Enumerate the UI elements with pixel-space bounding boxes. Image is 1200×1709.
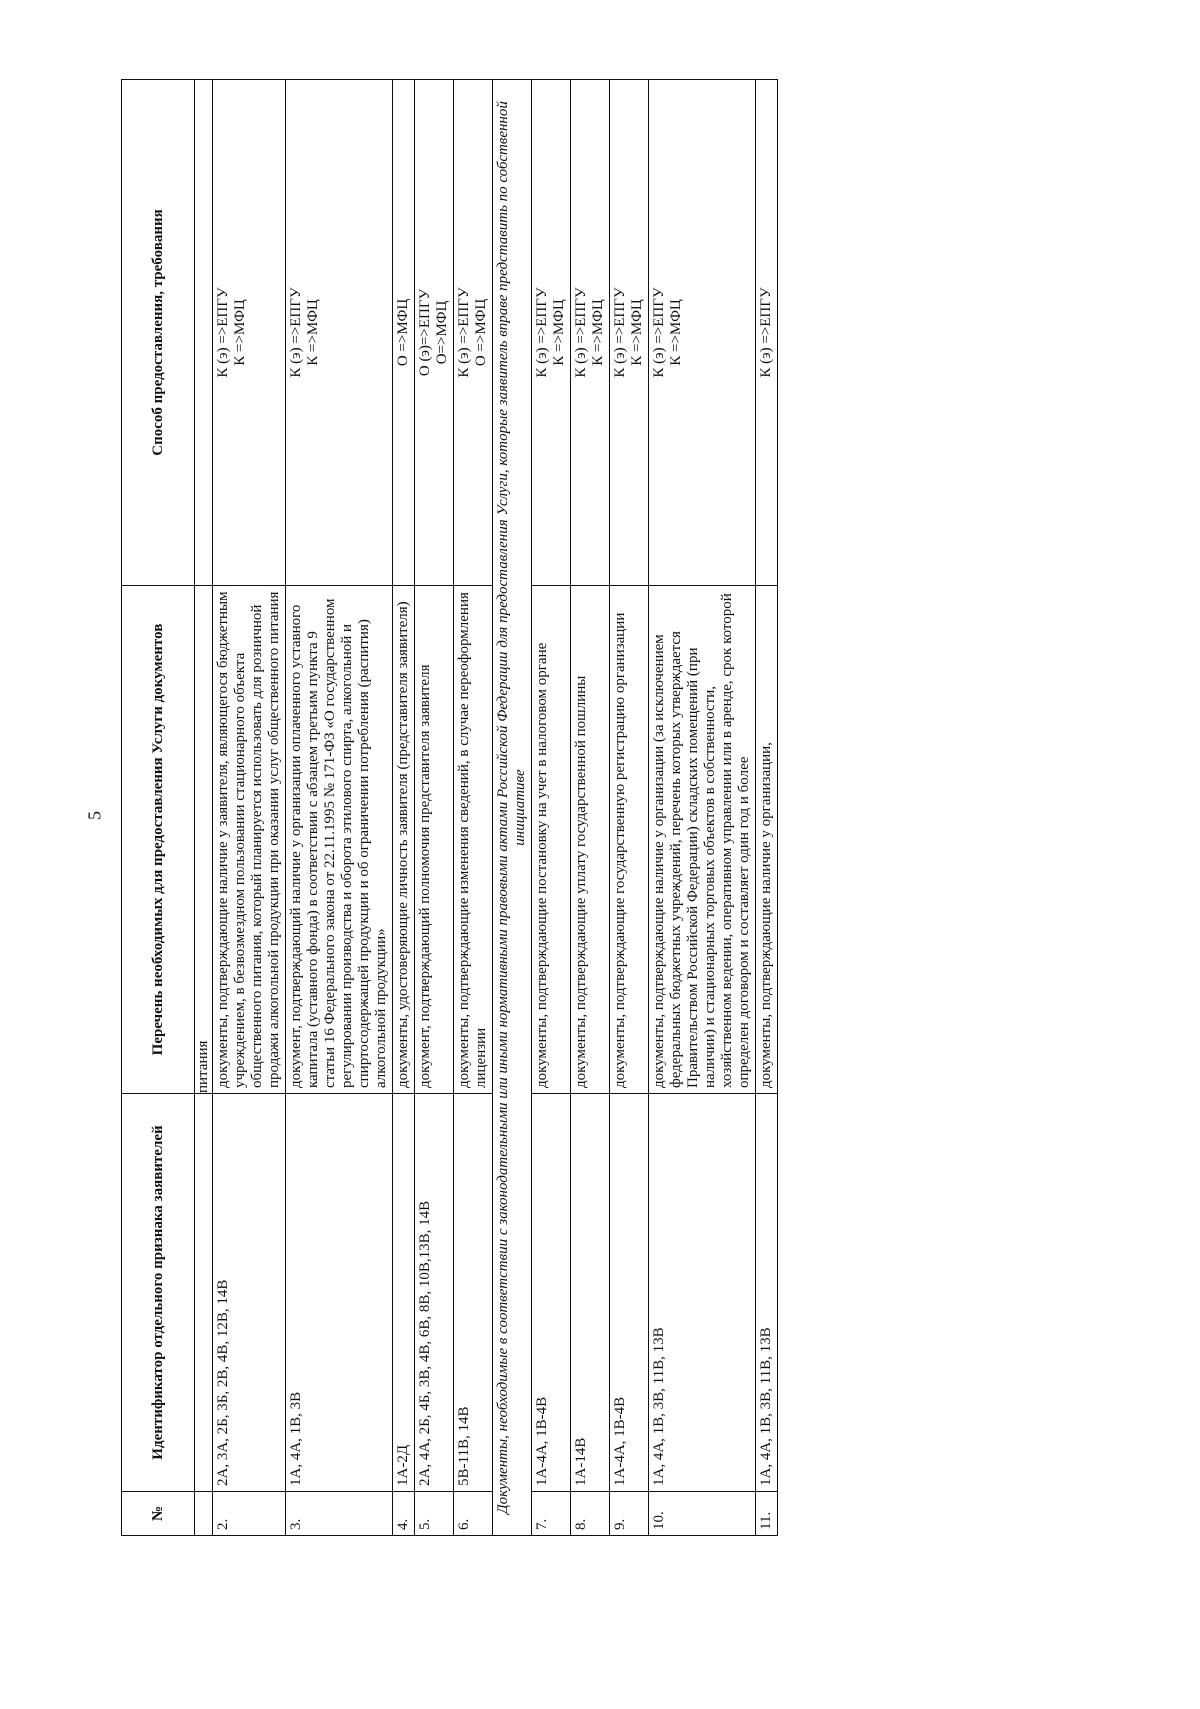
row-documents: документы, подтверждающие государственную регистрацию организации bbox=[610, 586, 649, 1094]
row-documents: документы, подтверждающие уплату государственной пошлины bbox=[571, 586, 610, 1094]
row-documents: документы, подтверждающие постановку на учет в налоговом органе bbox=[532, 586, 571, 1094]
section-heading: Документы, необходимые в соответствии с законодательными или иными нормативными правовыми актами Российской Федерации для предоставления Услуги, которые заявитель вправе представить по собственной инициативе bbox=[493, 80, 532, 1536]
row-documents: документ, подтверждающий полномочия представителя заявителя bbox=[415, 586, 454, 1094]
table-row bbox=[756, 80, 778, 1536]
row-identifier: 1А, 4А, 1В, 3В bbox=[286, 1094, 393, 1492]
row-method bbox=[610, 80, 649, 586]
row-method bbox=[649, 80, 756, 586]
method-line: К =>МФЦ bbox=[305, 299, 321, 366]
row-identifier: 2А, 3А, 2Б, 3Б, 2В, 4В, 12В, 14В bbox=[213, 1094, 286, 1492]
page-number: 5 bbox=[84, 811, 105, 820]
row-num: 7. bbox=[532, 1492, 571, 1536]
rotated-table-wrapper bbox=[121, 80, 1066, 1536]
table-row bbox=[610, 80, 649, 1536]
table-row bbox=[454, 80, 493, 1536]
row-num: 6. bbox=[454, 1492, 493, 1536]
method-line: К =>МФЦ bbox=[232, 299, 248, 366]
method-line: К (э) =>ЕПГУ bbox=[573, 287, 589, 378]
row-identifier: 1А-4А, 1В-4В bbox=[532, 1094, 571, 1492]
row-method bbox=[213, 80, 286, 586]
method-line: К =>МФЦ bbox=[629, 299, 645, 366]
table-row bbox=[415, 80, 454, 1536]
row-method bbox=[286, 80, 393, 586]
row-identifier: 1А, 4А, 1В, 3В, 11В, 13В bbox=[649, 1094, 756, 1492]
header-num: № bbox=[122, 1492, 195, 1536]
documents-table bbox=[121, 79, 778, 1536]
method-line: К (э) =>ЕПГУ bbox=[288, 287, 304, 378]
row-num: 4. bbox=[393, 1492, 415, 1536]
row-method bbox=[415, 80, 454, 586]
row-num: 2. bbox=[213, 1492, 286, 1536]
continued-docs-cell: питания bbox=[195, 586, 213, 1094]
row-method bbox=[571, 80, 610, 586]
method-line: К =>МФЦ bbox=[668, 299, 684, 366]
method-line: К (э) =>ЕПГУ bbox=[758, 287, 774, 378]
header-documents: Перечень необходимых для предоставления Услуги документов bbox=[122, 586, 195, 1094]
row-method bbox=[532, 80, 571, 586]
row-num: 5. bbox=[415, 1492, 454, 1536]
method-line: О =>МФЦ bbox=[395, 298, 411, 367]
row-identifier: 5В-11В, 14В bbox=[454, 1094, 493, 1492]
method-line: О =>МФЦ bbox=[473, 298, 489, 367]
row-identifier: 1А-14В bbox=[571, 1094, 610, 1492]
row-documents: документы, удостоверяющие личность заявителя (представителя заявителя) bbox=[393, 586, 415, 1094]
method-line: О (э)=>ЕПГУ bbox=[417, 288, 433, 377]
continued-row bbox=[195, 80, 213, 1536]
table-header-row bbox=[122, 80, 195, 1536]
table-row bbox=[393, 80, 415, 1536]
row-identifier: 2А, 4А, 2Б, 4Б, 3В, 4В, 6В, 8В, 10В,13В, 14В bbox=[415, 1094, 454, 1492]
method-line: К (э) =>ЕПГУ bbox=[456, 287, 472, 378]
row-method bbox=[756, 80, 778, 586]
method-line: К (э) =>ЕПГУ bbox=[534, 287, 550, 378]
method-line: К (э) =>ЕПГУ bbox=[651, 287, 667, 378]
method-line: О=>МФЦ bbox=[434, 300, 450, 365]
table-row bbox=[213, 80, 286, 1536]
header-identifier: Идентификатор отдельного признака заявителей bbox=[122, 1094, 195, 1492]
row-method bbox=[393, 80, 415, 586]
row-documents: документы, подтверждающие наличие у организации (за исключением федеральных бюджетных учреждений, перечень которых утверждается Правительством Российской Федерации) складских помещений (при наличии) и стационарных торговых объектов в собственности, хозяйственном ведении, оперативном управлении или в аренде, срок которой определен договором и составляет один год и более bbox=[649, 586, 756, 1094]
row-documents: документы, подтверждающие изменения сведений, в случае переоформления лицензии bbox=[454, 586, 493, 1094]
method-line: К (э) =>ЕПГУ bbox=[215, 287, 231, 378]
row-identifier: 1А, 4А, 1В, 3В, 11В, 13В bbox=[756, 1094, 778, 1492]
row-num: 3. bbox=[286, 1492, 393, 1536]
method-line: К (э) =>ЕПГУ bbox=[612, 287, 628, 378]
row-method bbox=[454, 80, 493, 586]
method-line: К =>МФЦ bbox=[590, 299, 606, 366]
table-row bbox=[286, 80, 393, 1536]
method-line: К =>МФЦ bbox=[551, 299, 567, 366]
row-documents: документ, подтверждающий наличие у организации оплаченного уставного капитала (уставного фонда) в соответствии с абзацем третьим пункта 9 статьи 16 Федерального закона от 22.11.1995 № 171-ФЗ «О государственном регулировании производства и оборота этилового спирта, алкогольной и спиртосодержащей продукции и об ограничении потребления (распития) алкогольной продукции» bbox=[286, 586, 393, 1094]
row-num: 10. bbox=[649, 1492, 756, 1536]
section-heading-row bbox=[493, 80, 532, 1536]
row-num: 11. bbox=[756, 1492, 778, 1536]
header-method: Способ предоставления, требования bbox=[122, 80, 195, 586]
row-identifier: 1А-4А, 1В-4В bbox=[610, 1094, 649, 1492]
row-documents: документы, подтверждающие наличие у организации, bbox=[756, 586, 778, 1094]
row-documents: документы, подтверждающие наличие у заявителя, являющегося бюджетным учреждением, в безвозмездном пользовании стационарного объекта общественного питания, который планируется использовать для розничной продажи алкогольной продукции при оказании услуг общественного питания bbox=[213, 586, 286, 1094]
row-num: 9. bbox=[610, 1492, 649, 1536]
row-identifier: 1А-2Д bbox=[393, 1094, 415, 1492]
table-row bbox=[649, 80, 756, 1536]
table-row bbox=[532, 80, 571, 1536]
row-num: 8. bbox=[571, 1492, 610, 1536]
table-row bbox=[571, 80, 610, 1536]
